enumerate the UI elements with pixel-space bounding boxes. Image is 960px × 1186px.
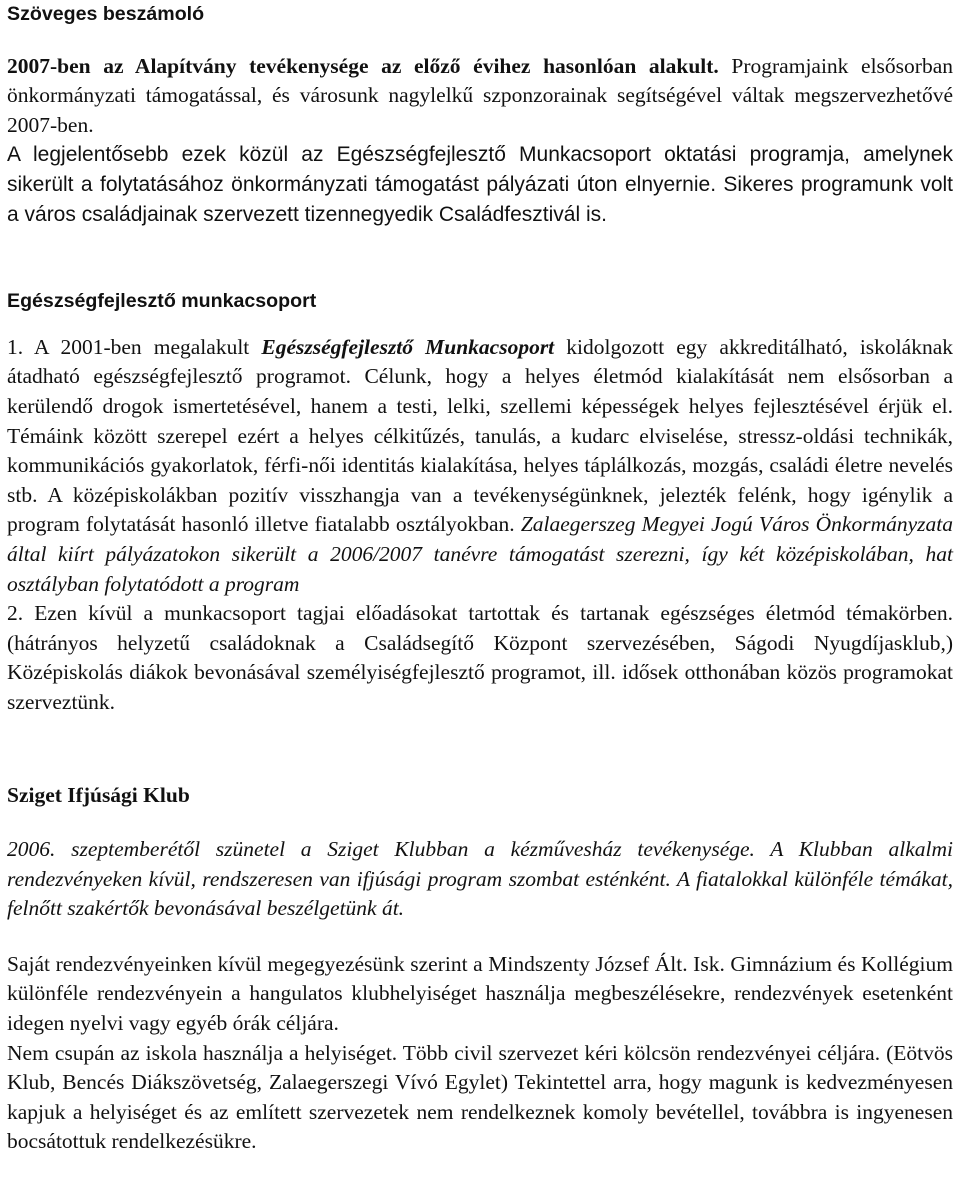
intro-paragraph-continued (7, 140, 953, 229)
health-p1-c: Célunk, hogy a helyes életmód kialakítását nem elsősorban a kerülendő drogok ismertetésével, hanem a testi, lelki, szellemi képességek helyes fejlesztésével érjük el. (7, 364, 953, 418)
health-p1-d: Témáink között szerepel ezért a helyes célkitűzés, tanulás, a kudarc elviselése, stressz-oldási technikák, kommunikációs gyakorlatok, férfi-női identitás kialakítása, helyes táplálkozás, mozgás, családi életre nevelés stb. (7, 423, 953, 507)
document-title: Szöveges beszámoló (7, 3, 205, 25)
intro-bold-lead: 2007-ben az Alapítvány tevékenysége az előző évihez hasonlóan alakult. (7, 53, 719, 78)
health-p1-b: kidolgozott egy akkreditálható, iskoláknak átadható egészségfejlesztő programot. (7, 334, 953, 389)
health-p1-a: 1. A 2001-ben megalakult (7, 334, 262, 359)
health-p2-b: (hátrányos helyzetű családoknak a Családsegítő Központ szervezésében, Ságodi Nyugdíjasklub,) Középiskolás diákok bevonásával személyiségfejlesztő programot, ill. idősek otthonában közös programokat szerveztünk. (7, 630, 953, 714)
document-page (7, 0, 953, 1157)
health-p1-emphasis: Egészségfejlesztő Munkacsoport (261, 334, 555, 359)
health-p2-a: 2. Ezen kívül a munkacsoport tagjai előadásokat tartottak és tartanak egészséges életmód témakörben. (7, 601, 953, 626)
club-paragraph-2: Saját rendezvényeinken kívül megegyezésünk szerint a Mindszenty József Ált. Isk. Gimnázium és Kollégium különféle rendezvényein a hangulatos klubhelyiséget használja megbeszélésekre, rendezvények esetenként idegen nyelvi vagy egyéb órák céljára. (7, 951, 953, 1036)
health-p1-italic: Zalaegerszeg Megyei Jogú Város Önkormányzata által kiírt pályázatokon sikerült a 2006/2007 tanévre támogatást szerezni, így két középiskolában, hat osztályban folytatódott a program (7, 512, 953, 596)
intro-text-1: Programjaink elsősorban önkormányzati támogatással, és városunk nagylelkű szponzorainak segítségével váltak megszervezhetővé 2007-ben. (7, 53, 953, 137)
club-paragraph-1: 2006. szeptemberétől szünetel a Sziget Klubban a kézművesház tevékenysége. A Klubban alkalmi rendezvényeken kívül, rendszeresen van ifjúsági program szombat esténként. A fiatalokkal különféle témákat, felnőtt szakértők bevonásával beszélgetünk át. (7, 837, 953, 921)
intro-text-2: A legjelentősebb ezek közül az Egészségfejlesztő Munkacsoport oktatási programja, amelynek sikerült a folytatásához önkormányzati támogatást pályázati úton elnyernie. Sikeres programunk volt a város családjainak szervezett tizennegyedik Családfesztivál is. (7, 143, 953, 226)
health-paragraph-1 (7, 333, 953, 599)
section-club-heading: Sziget Ifjúsági Klub (7, 783, 190, 808)
health-paragraph-2 (7, 599, 953, 717)
club-paragraph-3: Nem csupán az iskola használja a helyiséget. Több civil szervezet kéri kölcsön rendezvényei céljára. (Eötvös Klub, Bencés Diákszövetség, Zalaegerszegi Vívó Egylet) Tekintettel arra, hogy magunk is kedvezményesen kapjuk a helyiséget és az említett szervezetek nem rendelkeznek komoly bevétellel, továbbra is ingyenesen bocsátottuk rendelkezésükre. (7, 1040, 953, 1154)
section-health-heading: Egészségfejlesztő munkacsoport (7, 290, 317, 313)
health-p1-e: A középiskolákban pozitív visszhangja van a tevékenységünknek, jelezték felénk, hogy igénylik a program folytatását hasonló illetve fiatalabb osztályokban. (7, 482, 953, 537)
intro-paragraph (7, 52, 953, 141)
